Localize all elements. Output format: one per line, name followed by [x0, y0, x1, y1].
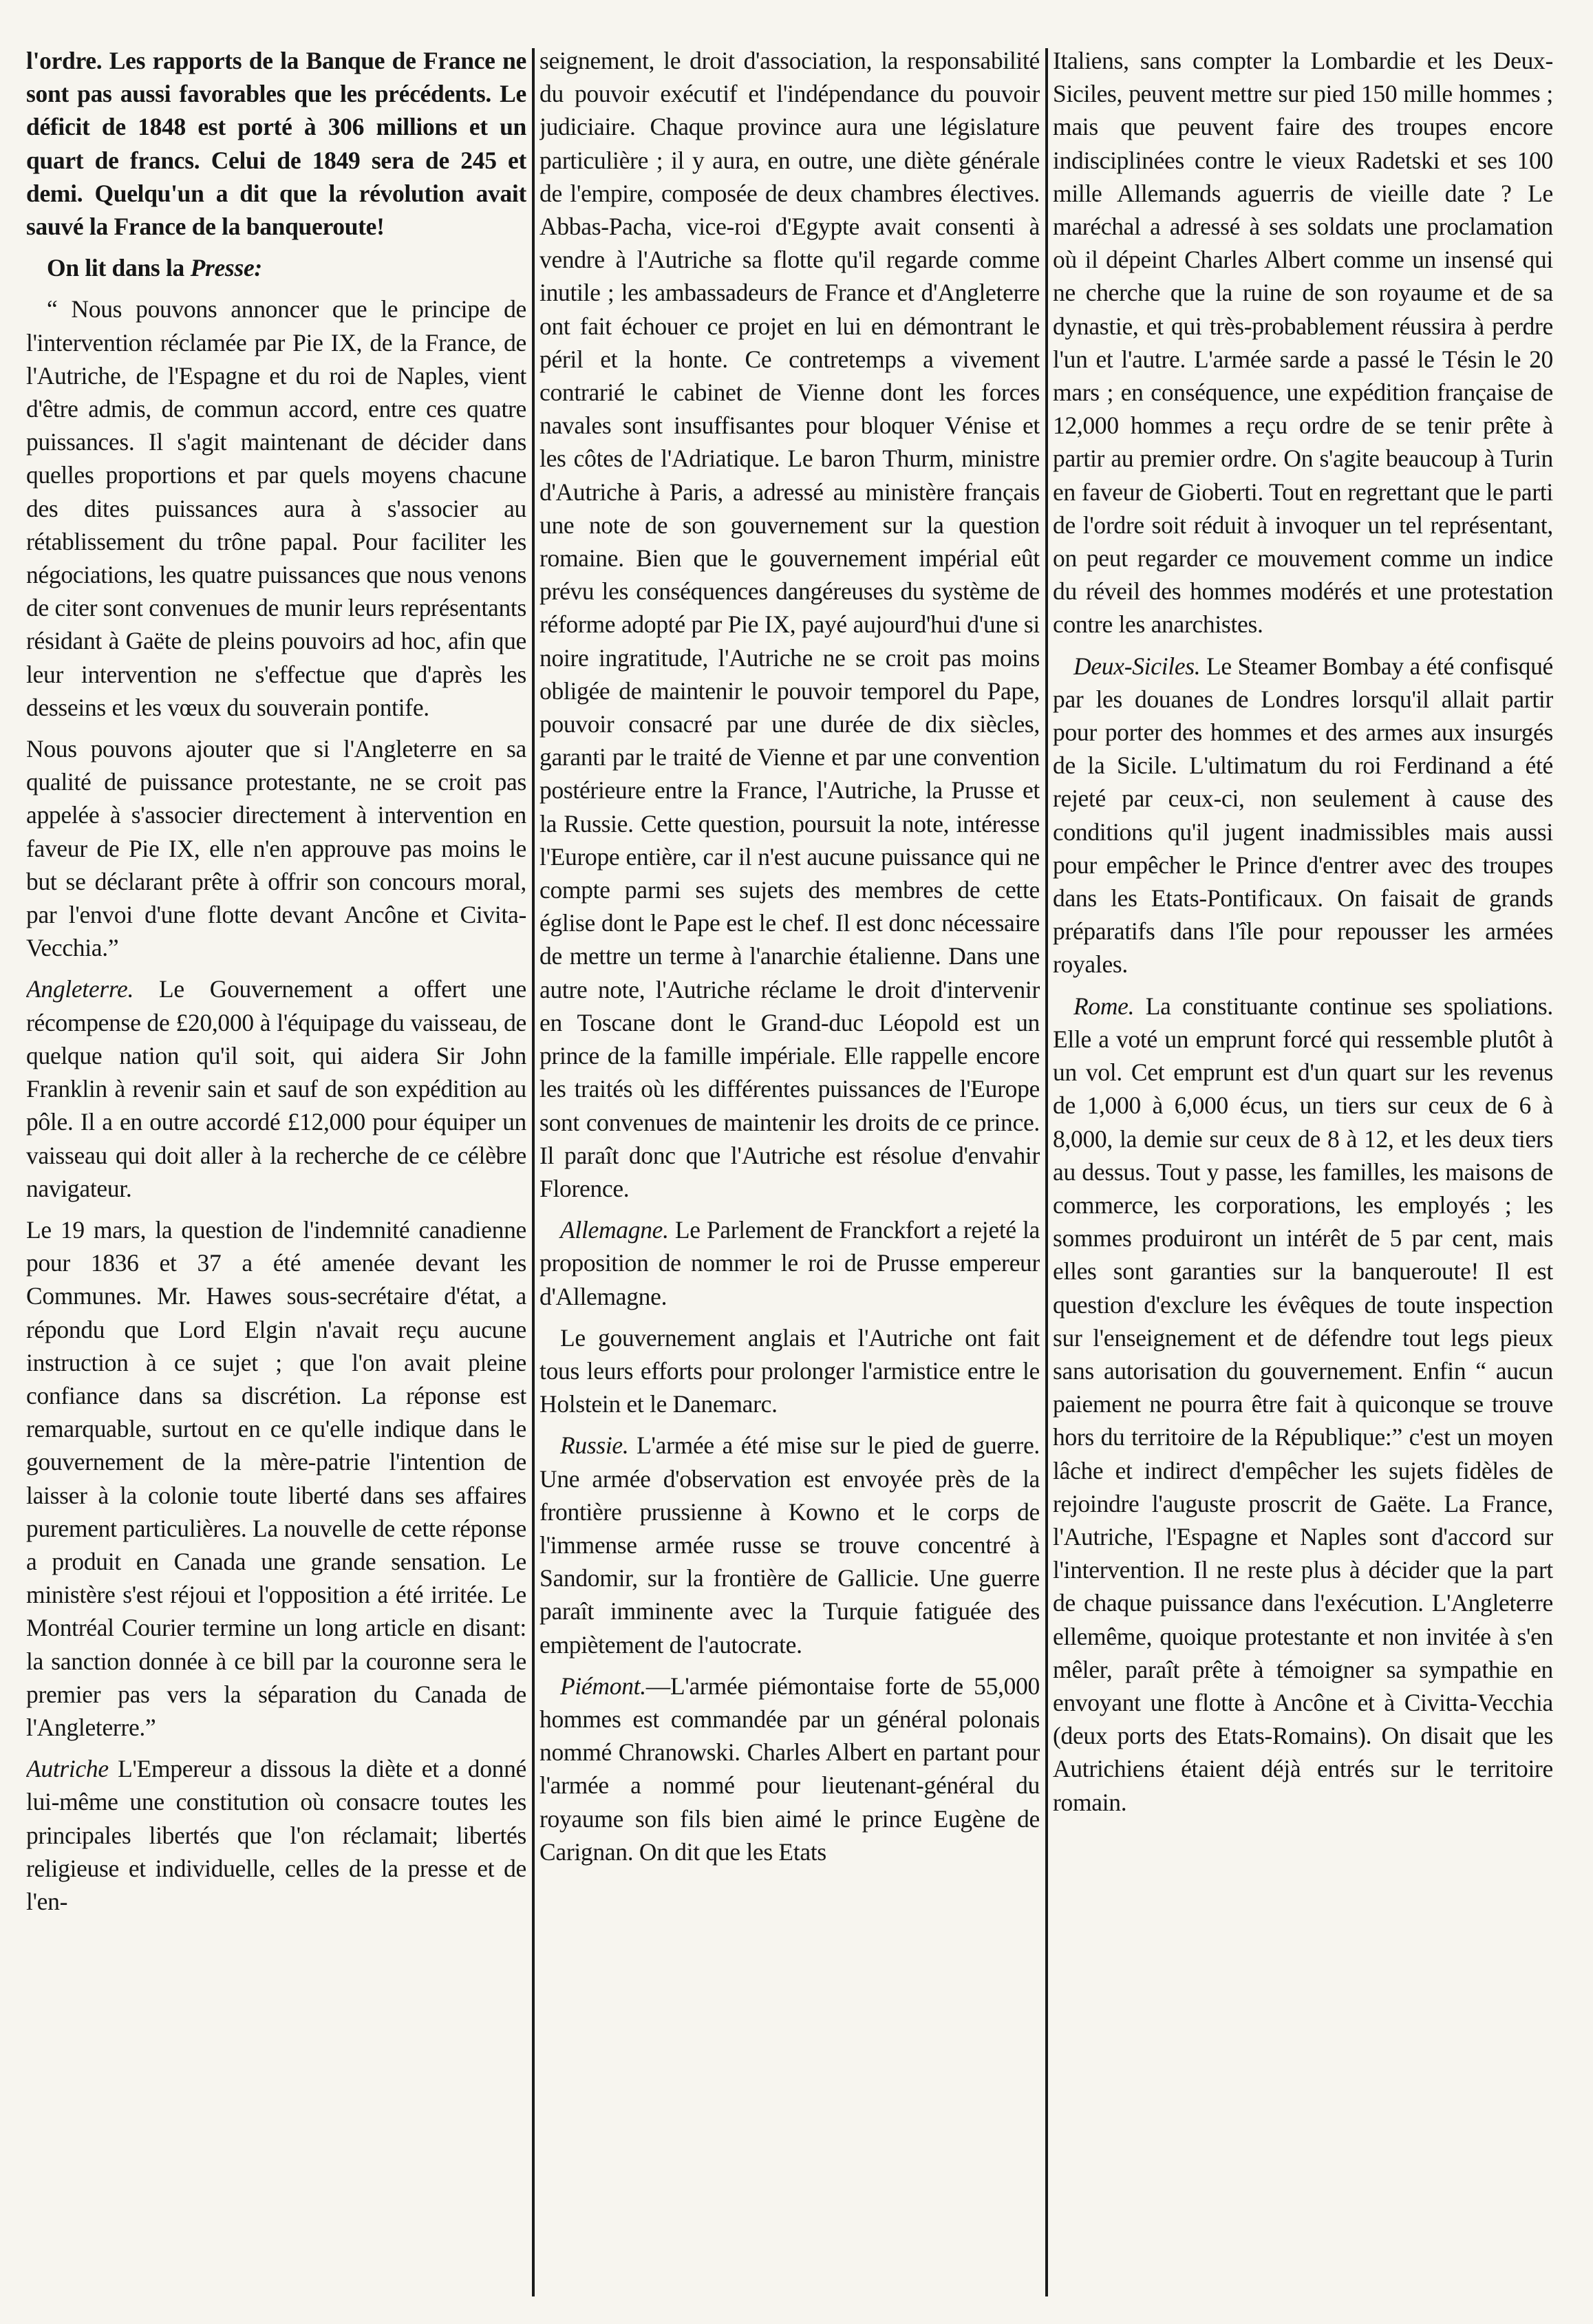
column-divider-2	[1045, 48, 1048, 2296]
paragraph-autriche	[26, 1752, 526, 1918]
paragraph-autriche-suite: seignement, le droit d'association, la responsabilité du pouvoir exécutif et l'indépendance du pouvoir judiciaire. Chaque province aura une législature particulière ; il y aura, en outre, une diète générale de l'empire, composée de deux chambres électives. Abbas-Pacha, vice-roi d'Egypte avait consenti à vendre à l'Autriche sa flotte qu'il regarde comme inutile ; les ambassadeurs de France et d'Angleterre ont fait échouer ce projet en lui en démontrant le péril et la honte. Ce contretemps a vivement contrarié le cabinet de Vienne dont les forces navales sont insuffisantes pour bloquer Vénise et les côtes de l'Adriatique. Le baron Thurm, ministre d'Autriche à Paris, a adressé au ministère français une note de son gouvernement sur la question romaine. Bien que le gouvernement impérial eût prévu les conséquences dangéreuses du système de réforme adopté par Pie IX, payé aujourd'hui d'une si noire ingratitude, l'Autriche ne se croit pas moins obligée de maintenir le pouvoir temporel du Pape, pouvoir consacré par une durée de dix siècles, garanti par le traité de Vienne et par une convention postérieure entre la France, l'Autriche, la Prusse et la Russie. Cette question, poursuit la note, intéresse l'Europe entière, car il n'est aucune puissance qui ne compte parmi ses sujets des membres de cette église dont le Pape est le chef. Il est donc nécessaire de mettre un terme à l'anarchie étalienne. Dans une autre note, l'Autriche réclame le droit d'intervenir en Toscane dont le Grand-duc Léopold est un prince de la famille impériale. Elle rappelle encore les traités où les différentes puissances de l'Europe sont convenues de maintenir les droits de ce prince. Il paraît donc que l'Autriche est résolue d'envahir Florence.	[539, 47, 1040, 1202]
column-divider-1	[532, 48, 535, 2296]
russie-text: L'armée a été mise sur le pied de guerre. Une armée d'observation est envoyée près de la frontière prussienne à Kowno et le corps de l'immense armée russe se trouve concentré à Sandomir, sur la frontière de Gallicie. Une guerre paraît imminente avec la Turquie fatiguée des empiètement de l'autocrate.	[539, 1431, 1040, 1659]
section-heading-rome: Rome.	[1073, 992, 1135, 1020]
section-heading-allemagne: Allemagne.	[560, 1216, 669, 1244]
paragraph-piemont	[539, 1670, 1040, 1868]
allemagne-text: Le Parlement de Franckfort a rejeté la proposition de nommer le roi de Prusse empereur d'Allemagne.	[539, 1216, 1040, 1310]
column-right	[1053, 44, 1553, 2310]
paragraph-angleterre-protestante: Nous pouvons ajouter que si l'Angleterre en sa qualité de puissance protestante, ne se croit pas appelée à s'associer directement à intervention en faveur de Pie IX, elle n'en approuve pas moins le but se déclarant prête à offrir son concours moral, par l'envoi d'une flotte devant Ancône et Civita-Vecchia.”	[26, 735, 526, 962]
paragraph-russie	[539, 1429, 1040, 1661]
section-heading-piemont: Piémont.	[560, 1672, 646, 1700]
paragraph-rome	[1053, 990, 1553, 1819]
section-heading-angleterre: Angleterre.	[26, 975, 134, 1003]
paragraph-angleterre	[26, 972, 526, 1204]
paragraph-allemagne	[539, 1213, 1040, 1313]
section-heading-autriche: Autriche	[26, 1755, 109, 1783]
piemont-text: —L'armée piémontaise forte de 55,000 hommes est commandée par un général polonais nommé Chranowski. Charles Albert en partant pour l'armée a nommé pour lieutenant-général du royaume son fils bien aimé le prince Eugène de Carignan. On dit que les Etats	[539, 1672, 1040, 1866]
angleterre-text: Le Gouvernement a offert une récompense de £20,000 à l'équipage du vaisseau, de quelque nation qu'il soit, qui aidera Sir John Franklin à revenir sain et sauf de son expédition au pôle. Il a en outre accordé £12,000 pour équiper un vaisseau qui doit aller à la recherche de ce célèbre navigateur.	[26, 975, 526, 1202]
paragraph-indemnite-canadienne: Le 19 mars, la question de l'indemnité canadienne pour 1836 et 37 a été amenée devant les Communes. Mr. Hawes sous-secrétaire d'état, a répondu que Lord Elgin n'avait reçu aucune instruction à ce sujet ; que l'on avait pleine confiance dans sa discrétion. La réponse est remarquable, surtout en ce qu'elle indique dans le gouvernement de la mère-patrie l'intention de laisser à la colonie toute liberté dans ses affaires purement particulières. La nouvelle de cette réponse a produit en Canada une grande sensation. Le ministère s'est réjoui et l'opposition a été irritée. Le Montréal Courier termine un long article en disant: la sanction donnée à ce bill par la couronne sera le premier pas vers la séparation du Canada de l'Angleterre.”	[26, 1215, 526, 1741]
presse-intro-text: On lit dans la	[47, 254, 191, 282]
paragraph-italiens: Italiens, sans compter la Lombardie et les Deux-Siciles, peuvent mettre sur pied 150 mille hommes ; mais que peuvent faire des troupes encore indisciplinées contre le vieux Radetski et ses 100 mille Allemands aguerris de vieille date ? Le maréchal a adressé à ses soldats une proclamation où il dépeint Charles Albert comme un insensé qui ne cherche que la ruine de son royaume et de sa dynastie, et qui très-probablement réussira à perdre l'un et l'autre. L'armée sarde a passé le Tésin le 20 mars ; en conséquence, une expédition française de 12,000 hommes a reçu ordre de se tenir prête à partir au premier ordre. On s'agite beaucoup à Turin en faveur de Gioberti. Tout en regrettant que le parti de l'ordre soit réduit à invoquer un tel représentant, on peut regarder ce mouvement comme un indice du réveil des hommes modérés et une protestation contre les anarchistes.	[1053, 47, 1553, 639]
column-left	[26, 44, 526, 2310]
section-heading-deux-siciles: Deux-Siciles.	[1073, 652, 1201, 680]
presse-title: Presse:	[190, 254, 262, 282]
section-heading-russie: Russie.	[560, 1431, 629, 1460]
paragraph-deux-siciles	[1053, 650, 1553, 981]
paragraph-holstein: Le gouvernement anglais et l'Autriche ont fait tous leurs efforts pour prolonger l'armistice entre le Holstein et le Danemarc.	[539, 1323, 1040, 1418]
paragraph-intervention-quote: “ Nous pouvons annoncer que le principe de l'intervention réclamée par Pie IX, de la France, de l'Autriche, de l'Espagne et du roi de Naples, vient d'être admis, de commun accord, entre ces quatre puissances. Il s'agit maintenant de décider dans quelles proportions et par quels moyens chacune des dites puissances aura à s'associer au rétablissement du trône papal. Pour faciliter les négociations, les quatre puissances que nous venons de citer sont convenues de munir leurs représentants résidant à Gaëte de pleins pouvoirs ad hoc, afin que leur intervention ne s'effectue que d'après les desseins et les vœux du souverain pontife.	[26, 295, 526, 721]
autriche-text: L'Empereur a dissous la diète et a donné lui-même une constitution où consacre toutes les principales libertés que l'on réclamait; libertés religieuse et individuelle, celles de la presse et de l'en-	[26, 1755, 526, 1915]
deux-siciles-text: Le Steamer Bombay a été confisqué par les douanes de Londres lorsqu'il allait partir pour porter des hommes et des armes aux insurgés de la Sicile. L'ultimatum du roi Ferdinand a été rejeté par ceux-ci, non seulement à cause des conditions qu'il jugent inadmissibles mais aussi pour empêcher le Prince d'entrer avec des troupes dans les Etats-Pontificaux. On faisait de grands préparatifs dans l'île pour repousser les armées royales.	[1053, 652, 1553, 979]
rome-text: La constituante continue ses spoliations. Elle a voté un emprunt forcé qui ressemble plutôt à un vol. Cet emprunt est d'un quart sur les revenus de 1,000 à 6,000 écus, un tiers sur ceux de 6 à 8,000, la demie sur ceux de 8 à 12, et les deux tiers au dessus. Tout y passe, les familles, les maisons de commerce, les corporations, les employés ; les sommes produiront un intérêt de 5 par cent, mais elles sont garanties sur la banqueroute! Il est question d'exclure les évêques de toute inspection sur l'enseignement et de défendre tout legs pieux sans autorisation du gouvernement. Enfin “ aucun paiement ne pourra être fait à quiconque se trouve hors du territoire de la République:” c'est un moyen lâche et indirect d'empêcher les sujets fidèles de rejoindre l'auguste proscrit de Gaëte. La France, l'Autriche, l'Espagne et Naples sont d'accord sur l'intervention. Il ne reste plus à décider que la part de chaque puissance dans l'exécution. L'Angleterre ellemême, quoique protestante et non invitée à s'en mêler, paraît prête à témoigner sa sympathie en envoyant une flotte à Ancône et à Civitta-Vecchia (deux ports des Etats-Romains). On disait que les Autrichiens étaient déjà entrés sur le territoire romain.	[1053, 992, 1553, 1816]
paragraph-presse-intro	[26, 251, 526, 284]
paragraph-banque: l'ordre. Les rapports de la Banque de France ne sont pas aussi favorables que les précédents. Le déficit de 1848 est porté à 306 millions et un quart de francs. Celui de 1849 sera de 245 et demi. Quelqu'un a dit que la révolution avait sauvé la France de la banqueroute!	[26, 47, 526, 241]
column-middle	[539, 44, 1040, 2310]
